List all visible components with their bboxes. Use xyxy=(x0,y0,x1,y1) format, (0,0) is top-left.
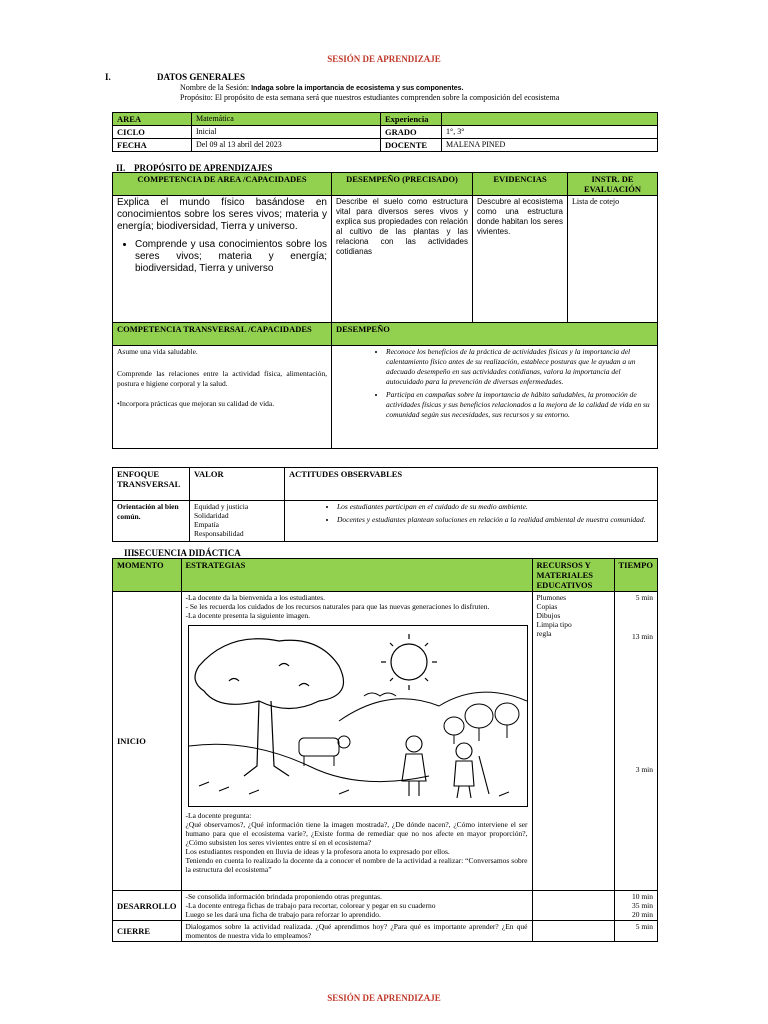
time-value: 5 min xyxy=(614,921,657,942)
resource-item: Plumones xyxy=(536,593,567,602)
section-heading: PROPÓSITO DE APRENDIZAJES xyxy=(134,163,273,173)
area-value: Matemática xyxy=(192,113,381,126)
competence-header: COMPETENCIA DE AREA /CAPACIDADES xyxy=(113,173,332,196)
transversal-competence: Asume una vida saludable. xyxy=(117,347,198,356)
transversal-performance-1: • Reconoce los beneficios de la práctica de actividades físicas y la importancia del calentamiento físico antes de su realización, establece posturas que le ayudan a un adecuado desempeño en sus actividades cotidianas, valora la importancia del autocuidado para la prevención de diversas enfermedades. xyxy=(386,347,653,387)
time-value: 5 min xyxy=(635,593,653,602)
resource-item: regla xyxy=(536,629,552,638)
section-number: I. xyxy=(105,72,111,82)
time-value: 3 min xyxy=(635,765,653,774)
strategy-line: -La docente entrega fichas de trabajo para recortar, colorear y pegar en su cuaderno xyxy=(185,901,436,910)
time-value: 35 min xyxy=(631,901,653,910)
capacity-item: • Comprende y usa conocimientos sobre los seres vivos; materia y energía; biodiversidad, Tierra y universo xyxy=(135,239,327,275)
teacher-value: MALENA PINED xyxy=(442,139,658,152)
resource-item: Dibujos xyxy=(536,611,561,620)
attitude-item: • Los estudiantes participan en el cuidado de su medio ambiente. xyxy=(337,502,653,512)
purpose-text: Propósito: El propósito de esta semana será que nuestros estudiantes comprenden sobre la composición del ecosistema xyxy=(180,93,560,102)
transversal-performance-header: DESEMPEÑO xyxy=(332,323,658,346)
experience-value xyxy=(442,113,658,126)
approach-header: ENFOQUE TRANSVERSAL xyxy=(113,468,190,501)
value-item: Equidad y justicia xyxy=(194,502,249,511)
evidence-text: Descubre al ecosistema como una estructura donde habitan los seres vivientes. xyxy=(473,196,568,323)
strategy-line: -Se consolida información brindada proponiendo otras preguntas. xyxy=(185,892,382,901)
instrument-text: Lista de cotejo xyxy=(568,196,658,323)
section-number: II. xyxy=(116,163,126,173)
area-label: AREA xyxy=(113,113,192,126)
closing-text: Dialogamos sobre la actividad realizada. ¿Qué aprendimos hoy? ¿Para qué es importante aprender? ¿En qué momentos de nuestra vida lo empleamos? xyxy=(181,921,532,942)
value-item: Responsabilidad xyxy=(194,529,244,538)
cycle-value: Inicial xyxy=(192,126,381,139)
purpose-table xyxy=(112,172,658,449)
strategy-line: -La docente pregunta: xyxy=(185,811,252,820)
grade-label: GRADO xyxy=(381,126,442,139)
time-value: 20 min xyxy=(631,910,653,919)
teacher-label: DOCENTE xyxy=(381,139,442,152)
performance-header: DESEMPEÑO (PRECISADO) xyxy=(332,173,473,196)
strategy-line: - Se les recuerda los cuidados de los recursos naturales para que las nuevas generaciones lo disfruten. xyxy=(185,602,490,611)
grade-value: 1°, 3° xyxy=(442,126,658,139)
time-value: 10 min xyxy=(631,892,653,901)
time-header: TIEMPO xyxy=(614,559,657,592)
strategies-header: ESTRATEGIAS xyxy=(181,559,532,592)
section-number: III. xyxy=(124,548,137,558)
strategy-line: Luego se les dará una ficha de trabajo para reforzar lo aprendido. xyxy=(185,910,381,919)
competence-text: Explica el mundo físico basándose en conocimientos sobre los seres vivos; materia y energía; biodiversidad, Tierra y universo. xyxy=(117,197,327,232)
moment-header: MOMENTO xyxy=(113,559,182,592)
moment-inicio: INICIO xyxy=(113,592,182,891)
value-item: Empatía xyxy=(194,520,219,529)
moment-cierre: CIERRE xyxy=(113,921,182,942)
approach-value: Orientación al bien común. xyxy=(113,501,190,542)
resource-item: Limpia tipo xyxy=(536,620,572,629)
instrument-header: INSTR. DE EVALUACIÓN xyxy=(568,173,658,196)
strategy-line: -La docente presenta la siguiente imagen. xyxy=(185,611,311,620)
transversal-performance-2: • Participa en campañas sobre la importancia de hábito saludables, la promoción de actividades físicas y sus beneficios relacionados a la mejora de la calidad de vida en su comunidad según sus necesidades, sus recursos y su entorno. xyxy=(386,390,653,420)
resources-header: RECURSOS Y MATERIALES EDUCATIVOS xyxy=(532,559,614,592)
session-label: Nombre de la Sesión: xyxy=(180,83,250,92)
section-heading: SECUENCIA DIDÁCTICA xyxy=(134,548,241,558)
experience-label: Experiencia xyxy=(381,113,442,126)
strategy-line: Los estudiantes responden en lluvia de ideas y la profesora anota lo expresado por ellos. xyxy=(185,847,450,856)
attitude-item: • Docentes y estudiantes plantean soluciones en relación a la realidad ambiental de nuestra comunidad. xyxy=(337,515,653,525)
ecosystem-image xyxy=(188,625,528,807)
attitudes-header: ACTITUDES OBSERVABLES xyxy=(285,468,658,501)
moment-desarrollo: DESARROLLO xyxy=(113,891,182,921)
transversal-header: COMPETENCIA TRANSVERSAL /CAPACIDADES xyxy=(113,323,332,346)
section-heading: DATOS GENERALES xyxy=(157,72,245,82)
time-value: 13 min xyxy=(631,632,653,641)
date-label: FECHA xyxy=(113,139,192,152)
session-name: Indaga sobre la importancia de ecosistema y sus componentes. xyxy=(251,85,464,92)
strategy-line: Teniendo en cuenta lo realizado la docente da a conocer el nombre de la actividad a realizar: “Conversamos sobre la estructura del ecosistema” xyxy=(185,856,528,874)
footer-title: SESIÓN DE APRENDIZAJE xyxy=(327,993,441,1003)
approach-table xyxy=(112,467,658,542)
evidence-header: EVIDENCIAS xyxy=(473,173,568,196)
general-data-table xyxy=(112,112,658,152)
strategy-line: -La docente da la bienvenida a los estudiantes. xyxy=(185,593,326,602)
cycle-label: CICLO xyxy=(113,126,192,139)
date-value: Del 09 al 13 abril del 2023 xyxy=(192,139,381,152)
strategy-line: ¿Qué observamos?, ¿Qué información tiene la imagen mostrada?, ¿De dónde nacen?, ¿Cómo interviene el ser humano para que el ecosistema varíe?, ¿Existe forma de remediar que no nos afecte en mayor proporción?, ¿Cómo subsisten los seres vivientes entre sí en el ecosistema? xyxy=(185,820,528,847)
sequence-table xyxy=(112,558,658,942)
page-title: SESIÓN DE APRENDIZAJE xyxy=(327,54,441,64)
value-item: Solidaridad xyxy=(194,511,229,520)
transversal-capacity-2: •Incorpora prácticas que mejoran su calidad de vida. xyxy=(117,399,275,408)
performance-text: Describe el suelo como estructura vital para diversos seres vivos y explica sus propiedades con relación al cultivo de las plantas y las relaciona con las actividades cotidianas xyxy=(332,196,473,323)
resource-item: Copias xyxy=(536,602,558,611)
transversal-capacity-1: Comprende las relaciones entre la actividad física, alimentación, postura e higiene corporal y la salud. xyxy=(117,369,327,388)
value-header: VALOR xyxy=(190,468,285,501)
